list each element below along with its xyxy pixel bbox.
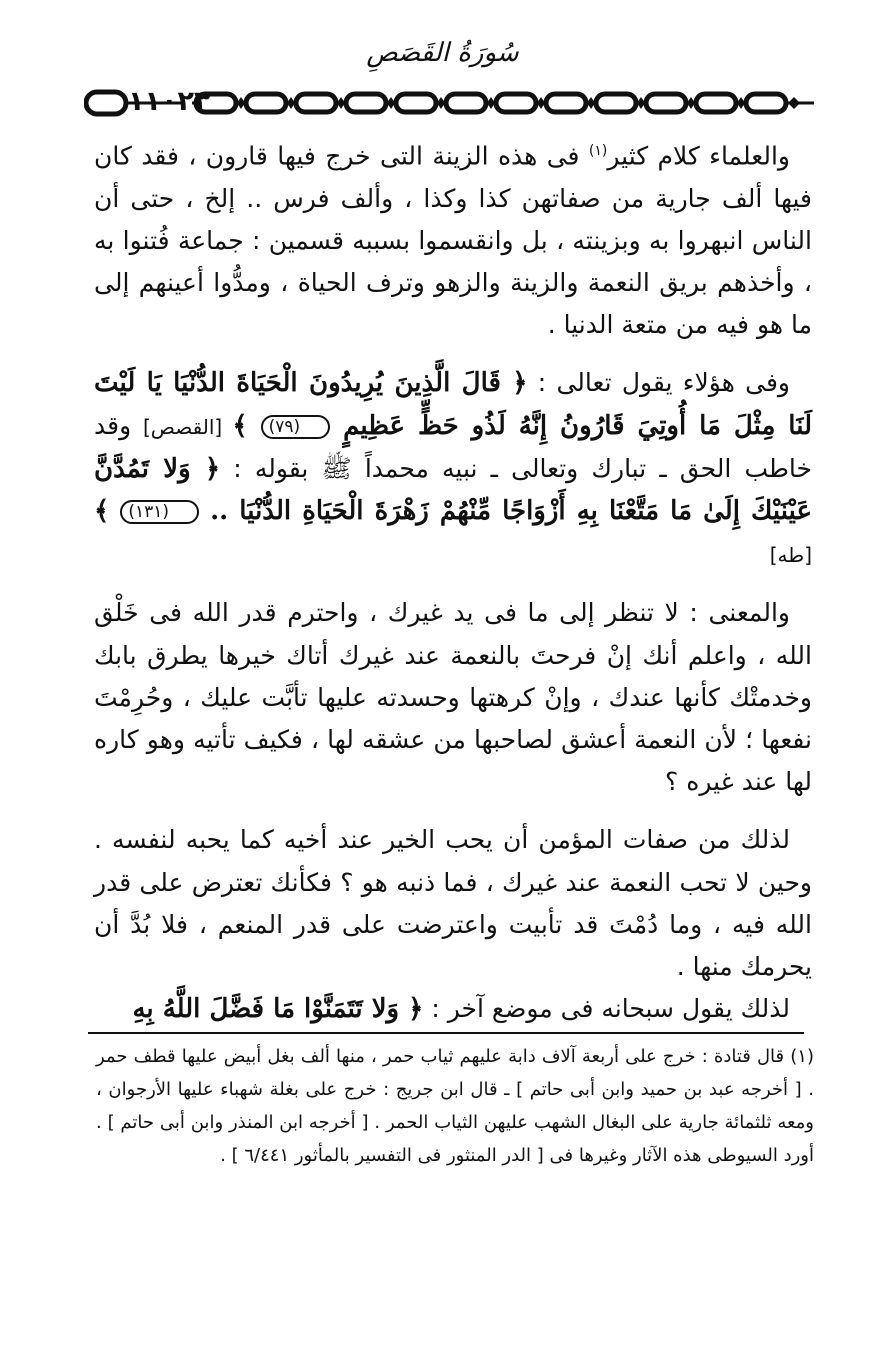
quran-verse: ﴿ قَالَ الَّذِينَ يُرِيدُونَ الْحَيَاةَ الدُّنْيَا يَا لَيْتَ لَنَا مِثْلَ مَا أُوتِيَ قَارُونُ إِنَّهُ لَذُو حَظٍّ عَظِيمٍ [94, 368, 812, 441]
text-segment: فى هذه الزينة التى خرج فيها قارون ، فقد كان فيها ألف جارية من صفاتهن كذا وكذا ، وألف فرس .. إلخ ، حتى أن الناس انبهروا به وبزينته ، بل وانقسموا بسببه قسمين : جماعة فُتنوا به ، وأخذهم بريق النعمة والزينة والزهو وترف الحياة ، ومدُّوا أعينهم إلى ما هو فيه من متعة الدنيا . [94, 141, 812, 340]
surah-reference: [القصص] [142, 414, 233, 439]
body-text [94, 130, 812, 1030]
surah-reference: [طه] [769, 543, 812, 568]
verse-number: (٧٩) [261, 415, 331, 439]
paragraph [94, 988, 812, 1030]
text-segment: لذلك يقول سبحانه فى موضع آخر : [423, 994, 790, 1024]
text-segment: وقد خاطب الحق ـ تبارك وتعالى ـ نبيه محمداً ﷺ بقوله : [94, 410, 812, 483]
footnote-divider [88, 1032, 804, 1034]
text-segment: والمعنى : لا تنظر إلى ما فى يد غيرك ، واحترم قدر الله فى خَلْق الله ، واعلم أنك إنْ فرحتَ بالنعمة عند غيرك أتاك خيرها يطرق بابك وخدمتْك كأنها عندك ، وإنْ كرهتها وحسدته عليها تأبَّت عليك ، وحُرِمْتَ نفعها ؛ لأن النعمة أعشق لصاحبها من عشقه لها ، فكيف تأتيه وهو كاره لها عند غيره ؟ [94, 598, 812, 797]
text-segment: لذلك من صفات المؤمن أن يحب الخير عند أخيه كما يحبه لنفسه . وحين لا تحب النعمة عند غيرك ، فما ذنبه هو ؟ فكأنك تعترض على قدر الله فيه ، وما دُمْتَ قد تأبيت واعترضت على قدر المنعم ، فلا بُدَّ أن يحرمك منها . [94, 825, 812, 981]
quran-verse: ﴾ [94, 495, 121, 526]
quran-verse: ﴿ وَلا تَتَمَنَّوْا مَا فَضَّلَ اللَّهُ بِهِ [132, 994, 424, 1025]
paragraph [94, 362, 812, 576]
paragraph [94, 819, 812, 988]
quran-verse: ﴾ [232, 410, 261, 441]
page-number: ١١٠٢٣ [128, 86, 211, 117]
footnote-text: (١) قال قتادة : خرج على أربعة آلاف دابة عليهم ثياب حمر ، منها ألف بغل أبيض عليها قطف حمر . [ أخرجه عبد بن حميد وابن أبى حاتم ] ـ قال ابن جريج : خرج على بغلة شهباء عليها الأرجوان ، ومعه ثلثمائة جارية على البغال الشهب عليهن الثياب الحمر . [ أخرجه ابن المنذر وابن أبى حاتم ] . أورد السيوطى هذه الآثار وغيرها فى [ الدر المنثور فى التفسير بالمأثور ٦/٤٤١ ] . [96, 1046, 814, 1166]
surah-title: سُورَةُ القَصَصِ [366, 38, 519, 68]
footnote [96, 1040, 814, 1172]
quran-verse: ﴿ وَلا تَمُدَّنَّ عَيْنَيْكَ إِلَىٰ مَا مَتَّعْنَا بِهِ أَزْوَاجًا مِّنْهُمْ زَهْرَةَ الْحَيَاةِ الدُّنْيَا .. [94, 453, 812, 526]
text-segment: والعلماء كلام كثير [607, 141, 790, 171]
footnote-marker: (١) [588, 143, 608, 159]
paragraph [94, 592, 812, 803]
verse-number: (١٣١) [120, 500, 199, 524]
text-segment: وفى هؤلاء يقول تعالى : [527, 368, 790, 398]
paragraph [94, 130, 812, 346]
